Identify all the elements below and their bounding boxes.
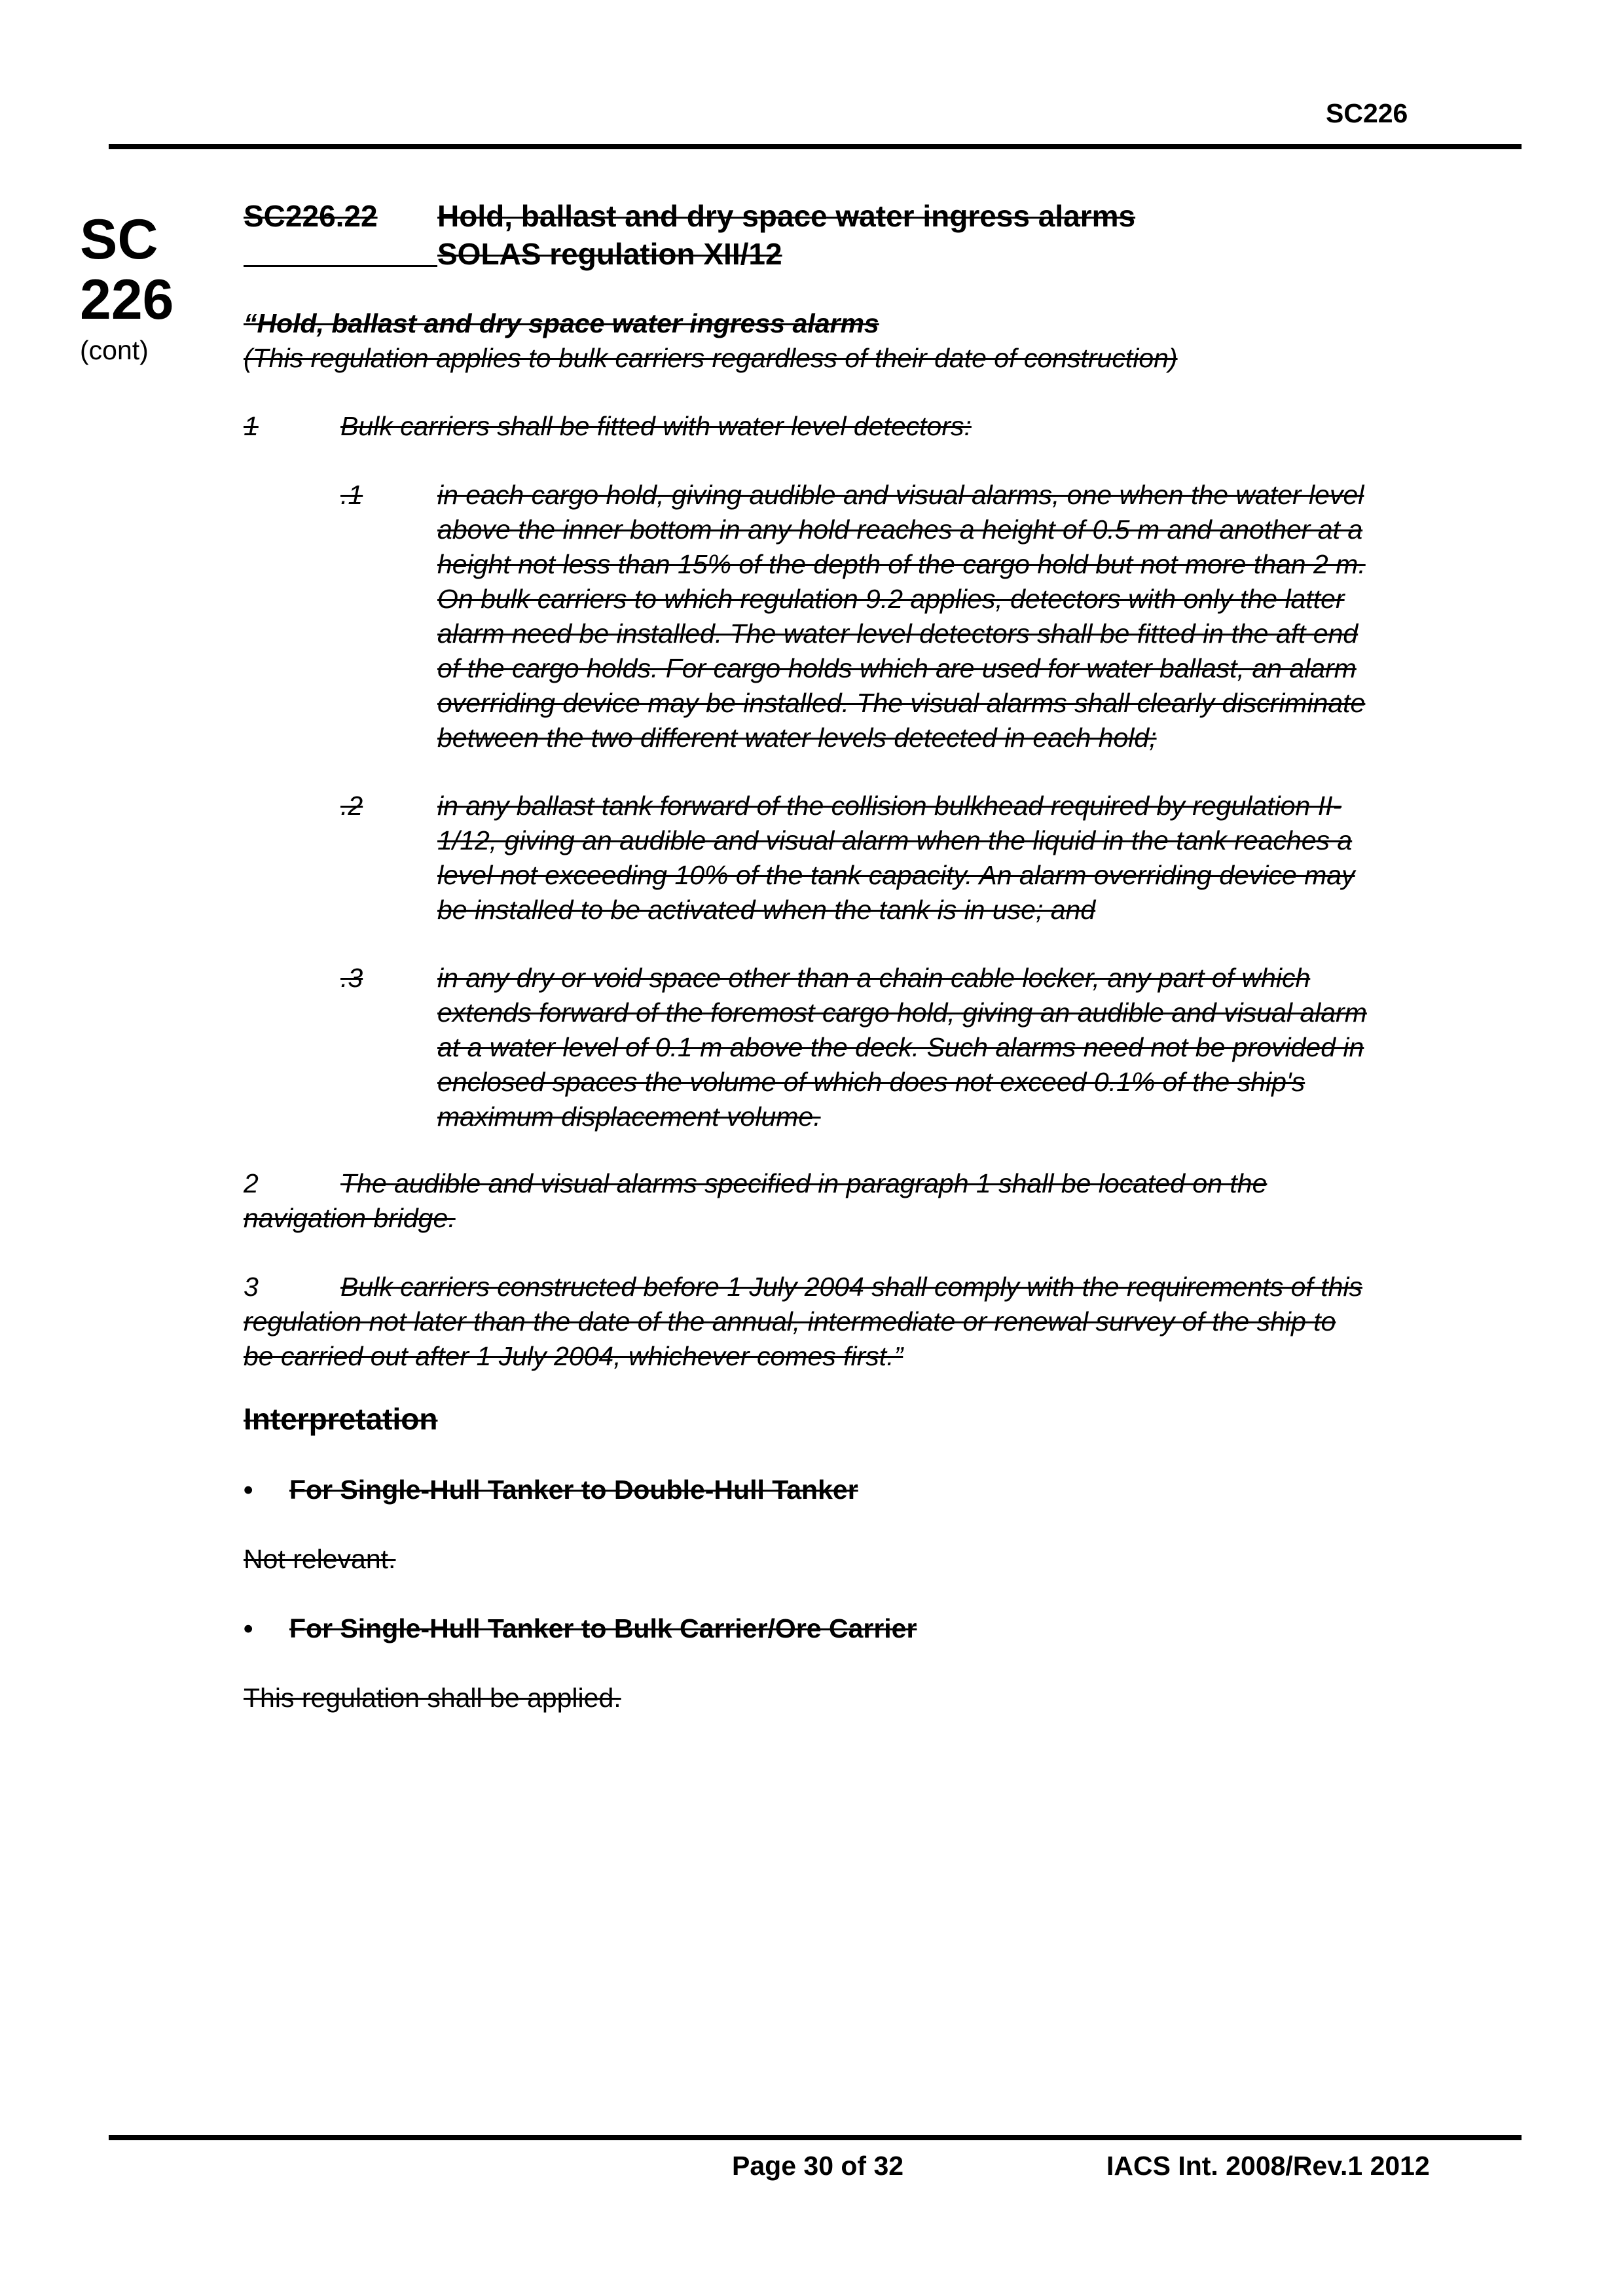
p2-number: 2 [244, 1168, 259, 1198]
p2-text: 2 The audible and visual alarms specified in paragraph 1 shall be located on the navigation bridge. [244, 1166, 1474, 1236]
bullet-2-title: • For Single-Hull Tanker to Bulk Carrier/Ore Carrier [244, 1611, 1474, 1646]
section-number: SC226.22 [244, 199, 378, 233]
item-1-text: in each cargo hold, giving audible and visual alarms, one when the water level above the inner bottom in any hold reaches a height of 0.5 m and another at a height not less than 15% of the depth of the cargo hold but not more than 2 m. On bulk carriers to which regulation 9.2 applies, detectors with only the latter alarm need be installed. The water level detectors shall be fitted in the aft end of the cargo holds. For cargo holds which are used for water ballast, an alarm overriding device may be installed. The visual alarms shall clearly discriminate between the two different water levels detected in each hold; [437, 480, 1366, 753]
p3-number: 3 [244, 1272, 259, 1302]
footer-doc: IACS Int. 2008/Rev.1 2012 [1106, 2151, 1430, 2181]
bullet-1-title: • For Single-Hull Tanker to Double-Hull Tanker [244, 1473, 1474, 1507]
item-2-number: .2 [340, 791, 363, 821]
header-code: SC226 [1326, 98, 1408, 128]
header-rule [109, 144, 1522, 149]
section-subtitle: SOLAS regulation XII/12 [437, 237, 782, 271]
regulation-title: “Hold, ballast and dry space water ingress alarms [244, 308, 879, 338]
regulation-applicability: (This regulation applies to bulk carriers regardless of their date of construction) [244, 343, 1178, 373]
interpretation-heading: Interpretation [244, 1402, 438, 1436]
margin-cont: (cont) [80, 335, 149, 365]
item-3-number: .3 [340, 963, 363, 993]
section-number-underline [244, 265, 437, 267]
item-1-number: .1 [340, 480, 363, 510]
section-title: Hold, ballast and dry space water ingress alarms [437, 199, 1136, 233]
margin-sc: SC [80, 208, 158, 271]
bullet-1-icon: • [244, 1475, 253, 1505]
footer-rule [109, 2135, 1522, 2140]
item-3-text: in any dry or void space other than a chain cable locker, any part of which extends forward of the foremost cargo hold, giving an audible and visual alarm at a water level of 0.1 m above the deck. Such alarms need not be provided in enclosed spaces the volume of which does not exceed 0.1% of the ship's maximum displacement volume. [437, 963, 1367, 1132]
item-2-text: in any ballast tank forward of the collision bulkhead required by regulation II- 1/12, giving an audible and visual alarm when the liquid in the tank reaches a level not exceeding 10% of the tank capacity. An alarm overriding device may be installed to be activated when the tank is in use; and [437, 791, 1355, 925]
footer-page: Page 30 of 32 [732, 2151, 904, 2181]
margin-number: 226 [80, 268, 174, 331]
p1-text: Bulk carriers shall be fitted with water level detectors: [340, 411, 972, 441]
p1-number: 1 [244, 411, 259, 441]
bullet-1-text: Not relevant. [244, 1544, 396, 1574]
bullet-2-text: This regulation shall be applied. [244, 1683, 621, 1713]
p3-text: 3 Bulk carriers constructed before 1 July 2004 shall comply with the requirements of this regulation not later than the date of the annual, intermediate or renewal survey of the ship to be carried out after 1 July 2004, whichever comes first.” [244, 1270, 1474, 1374]
bullet-2-icon: • [244, 1613, 253, 1643]
